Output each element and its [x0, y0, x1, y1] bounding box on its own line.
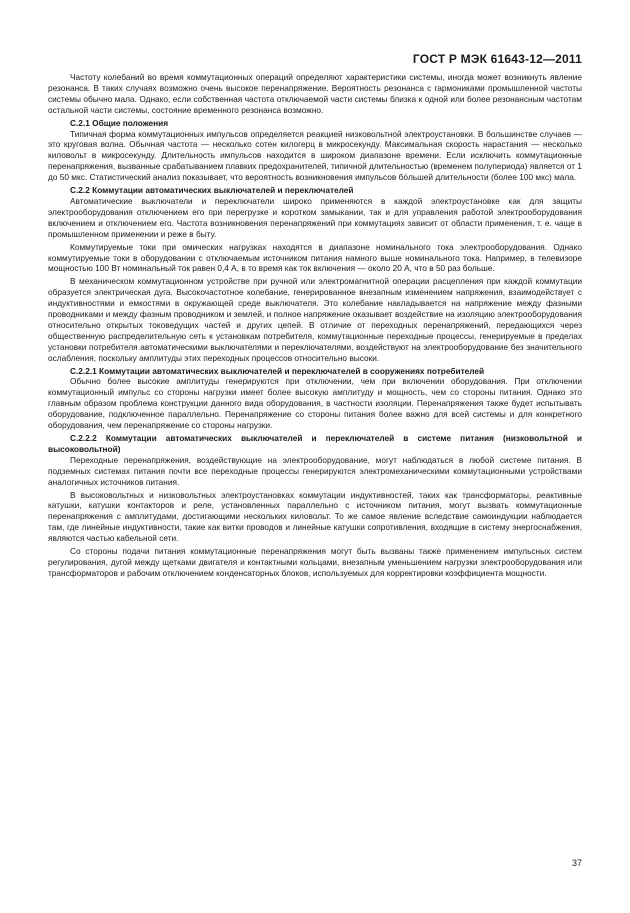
subsection-heading: С.2.2.1 Коммутации автоматических выключателей и переключателей в сооружениях потребителей	[70, 365, 485, 376]
document-body	[48, 72, 582, 581]
page-number: 37	[571, 858, 582, 868]
paragraph: Переходные перенапряжения, воздействующие на электрооборудование, могут наблюдаться в любой системе питания. В подземных системах питания почти все переходные процессы генерируются электромеханическими коммутационными устройствами аналогичных источников питания.	[48, 454, 582, 487]
paragraph: Со стороны подачи питания коммутационные перенапряжения могут быть вызваны также применением импульсных систем регулирования, дугой между щетками двигателя и контактными кольцами, внезапным уменьшением нагрузки электрооборудования или трансформаторов и рабочим отключением конденсаторных блоков, используемых для корректировки коэффициента мощности.	[48, 546, 582, 578]
paragraph: В высоковольтных и низковольтных электроустановках коммутации индуктивностей, таких как трансформаторы, реактивные катушки, катушки контакторов и реле, установленных параллельно с источником питания, могут вызвать коммутационные перенапряжения с амплитудами, достигающими нескольких киловольт. То же самое явление вследствие самоиндукции наблюдается там, где линейные индуктивности, такие как витки проводов и линейные катушки сопротивления, входящие в систему энергоснабжения, являются частью кабельной сети.	[48, 489, 582, 544]
paragraph: Частоту колебаний во время коммутационных операций определяют характеристики системы, иногда может возникнуть явление резонанса. В таких случаях возможно очень высокое перенапряжение. Вероятность резонанса с гармониками промышленной частоты системы обычно мала. Однако, если собственная частота отключаемой части системы близка к одной или более резонансным частотам остальной части системы, состояние временного резонанса возможно.	[48, 72, 582, 115]
paragraph: В механическом коммутационном устройстве при ручной или электромагнитной операции расцепления при каждой коммутации образуется электрическая дуга. Высокочастотное колебание, генерированное внезапным изменением напряжения, взаимодействует с индуктивностями и емкостями в окружающей среде выключателя. Это колебание накладывается на напряжение между фазными проводниками и между фазным проводником и землей, и полное напряжение оказывает воздействие на изоляцию электрооборудования относительно открытых токоведущих частей и других цепей. В отличие от переходных перенапряжений, передающихся через общественную распределительную сеть к установкам потребителя, коммутационные переходные процессы, генерируемые в пределах установки потребителя автоматическими выключателями и переключателями, воздействуют на электрооборудование без значительного ослабления, поскольку амплитуды этих переходных процессов относительно высоки.	[48, 276, 582, 363]
standard-header: ГОСТ Р МЭК 61643-12—2011	[412, 52, 582, 66]
subsection-heading: С.2.2.2 Коммутации автоматических выключателей и переключателей в системе питания (низковольтной и высоковольтной)	[48, 433, 582, 454]
paragraph: Обычно более высокие амплитуды генерируются при отключении, чем при включении оборудования. При отключении коммутационный импульс со стороны нагрузки имеет более высокую амплитуду и мощность, чем со стороны питания. Однако это главным образом проблема конструкции данного вида оборудования, в частности изоляции. Перенапряжения также будет испытывать оборудование, подключенное параллельно. Перенапряжение со стороны питания более важно для всей системы и для конкретного оборудования, чем перенапряжение со стороны нагрузки.	[48, 376, 582, 431]
paragraph: Типичная форма коммутационных импульсов определяется реакцией низковольтной электроустановки. В большинстве случаев — это круговая волна. Обычная частота — несколько сотен килогерц в микросекунду. Максимальная скорость нарастания — несколько киловольт в микросекунду. Длительность импульсов находится в широком диапазоне времени. Если исключить коммутационные перенапряжения, вызванные срабатыванием плавких предохранителей, типичной длительностью (временем полупериода) является от 1 до 50 мкс. Статистический анализ показывает, что вероятность возникновения импульсов бо́льшей длительности (более 100 мкс) мала.	[48, 128, 582, 183]
paragraph: Коммутируемые токи при омических нагрузках находятся в диапазоне номинального тока электрооборудования. Однако коммутируемые токи в оборудовании с отключаемым источником питания намного выше номинального тока. Например, в телевизоре мощностью 100 Вт номинальный ток равен 0,4 А, в то время как ток включения — около 20 А, что в 50 раз больше.	[48, 241, 582, 274]
section-heading: С.2.2 Коммутации автоматических выключателей и переключателей	[70, 185, 354, 196]
section-heading: С.2.1 Общие положения	[70, 117, 169, 128]
paragraph: Автоматические выключатели и переключатели широко применяются в каждой электроустановке как для защиты электрооборудования отключением его при перегрузке и коротком замыкании, так и для управления работой электрооборудования включением и отключением его. Частота возникновения перенапряжений при коммутациях зависит от области применения, т. е. чаще в промышленном применении и реже в быту.	[48, 195, 582, 239]
